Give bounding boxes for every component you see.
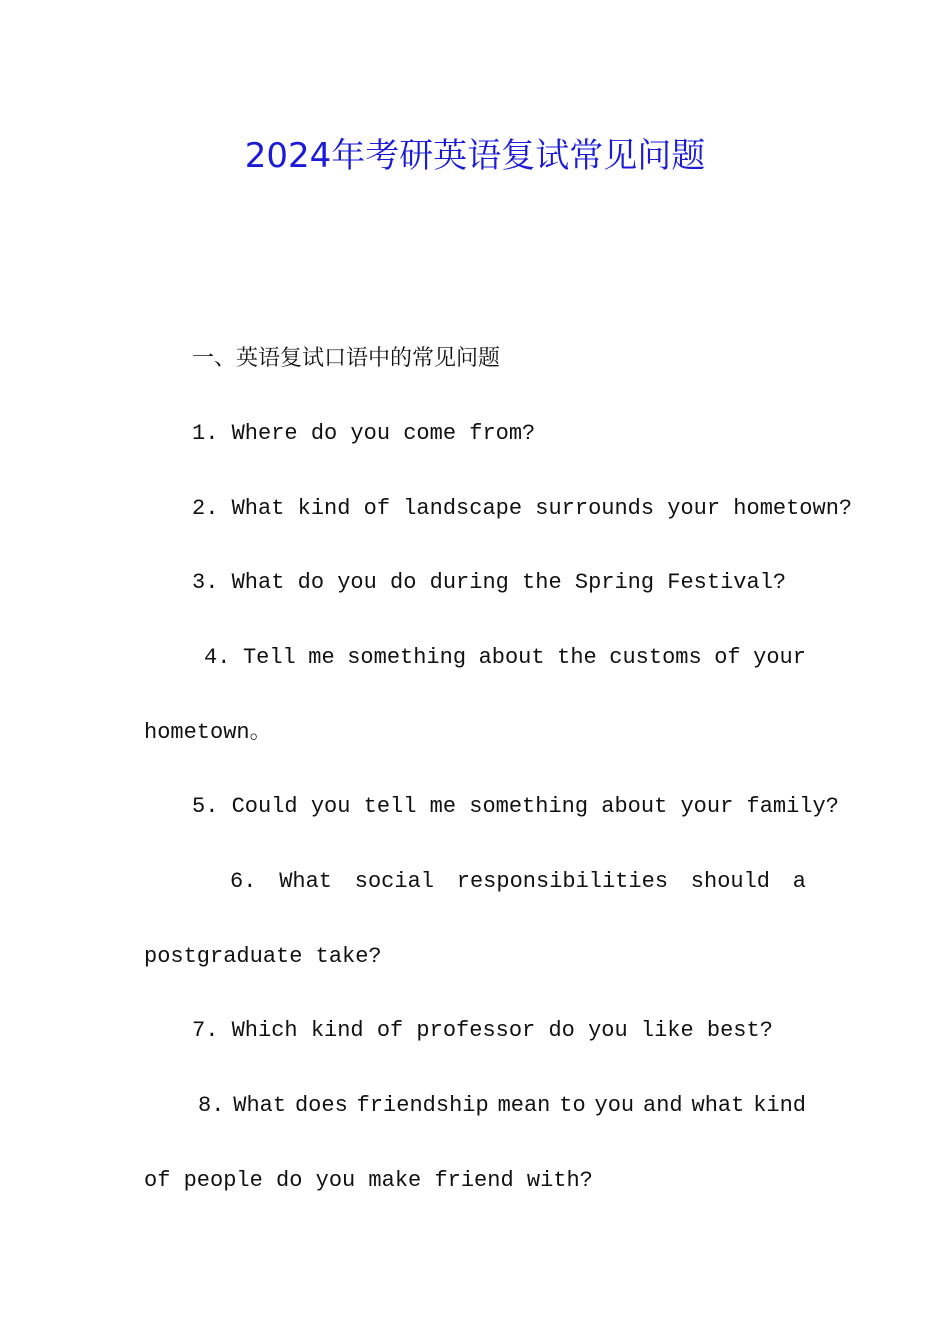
word: social <box>354 869 434 894</box>
question-4-continued: hometown。 <box>144 720 272 745</box>
question-4 <box>204 643 806 673</box>
word: the <box>557 645 597 670</box>
question-6-continued: postgraduate take? <box>144 944 382 969</box>
word: What <box>233 1093 287 1118</box>
word: friendship <box>356 1093 489 1118</box>
word: me <box>308 645 335 670</box>
question-8 <box>198 1091 806 1121</box>
word: 6. <box>230 869 257 894</box>
word: should <box>690 869 771 894</box>
word: you <box>594 1093 635 1118</box>
word: 4. <box>204 645 231 670</box>
word: Tell <box>242 645 296 670</box>
question-1: 1. Where do you come from? <box>192 421 536 446</box>
question-2: 2. What kind of landscape surrounds your hometown? <box>192 496 853 521</box>
question-5: 5. Could you tell me something about your family? <box>192 794 839 819</box>
section-heading: 一、英语复试口语中的常见问题 <box>192 346 501 371</box>
word: about <box>478 645 545 670</box>
word: mean <box>497 1093 551 1118</box>
word: something <box>347 645 467 670</box>
word: kind <box>753 1093 806 1118</box>
question-3: 3. What do you do during the Spring Festival? <box>192 570 787 595</box>
word: what <box>691 1093 745 1118</box>
word: responsibilities <box>456 869 669 894</box>
word: your <box>753 645 806 670</box>
word: What <box>279 869 332 894</box>
word: to <box>559 1093 586 1118</box>
word: customs <box>609 645 702 670</box>
question-8-continued: of people do you make friend with? <box>144 1168 593 1193</box>
question-6 <box>230 867 806 897</box>
word: and <box>643 1093 683 1118</box>
question-7: 7. Which kind of professor do you like best? <box>192 1018 773 1043</box>
word: does <box>294 1093 348 1118</box>
document-title: 2024年考研英语复试常见问题 <box>244 136 706 176</box>
word: of <box>714 645 741 670</box>
word: a <box>792 869 806 894</box>
word: 8. <box>198 1093 225 1118</box>
